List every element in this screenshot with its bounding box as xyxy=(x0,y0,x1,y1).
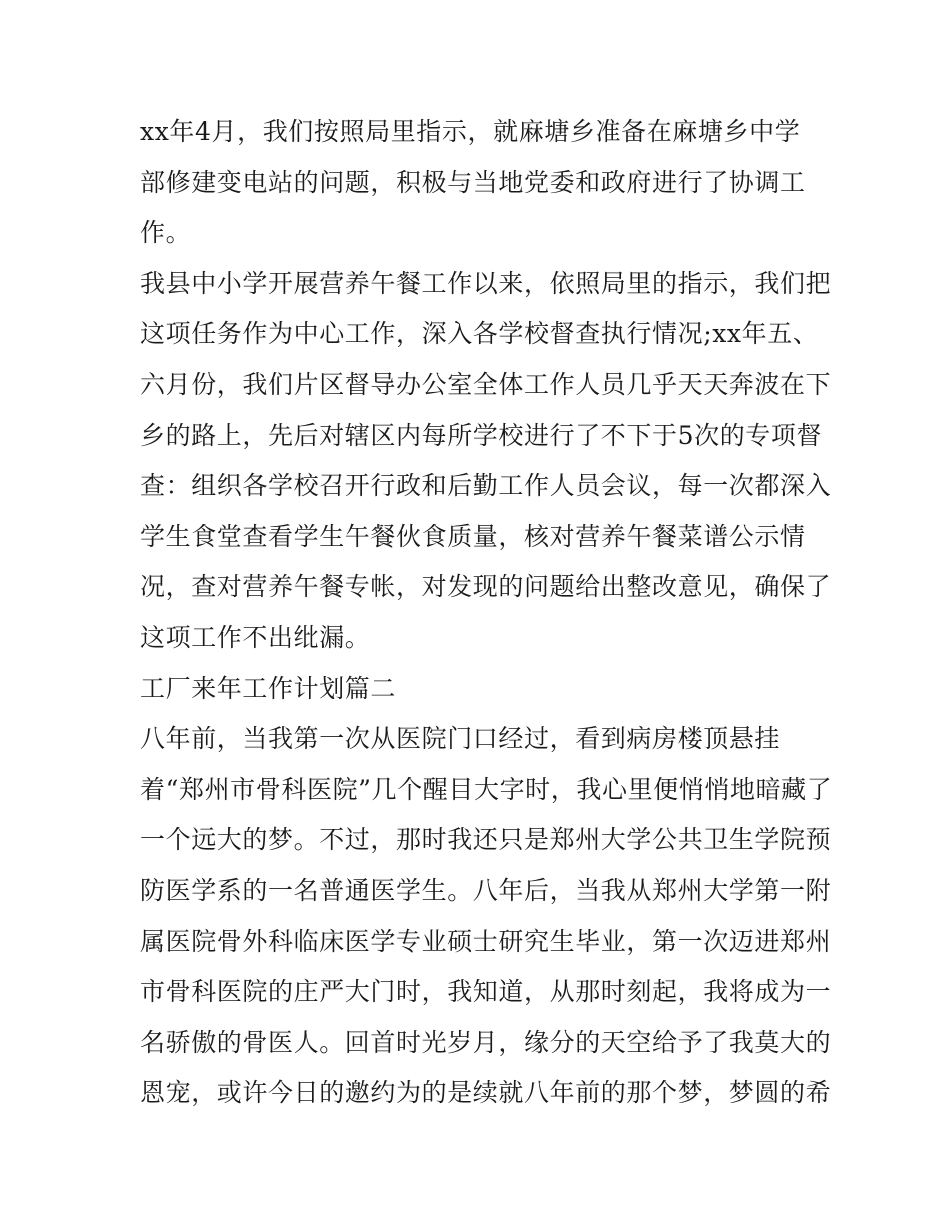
text-line: 八年前，当我第一次从医院门口经过，看到病房楼顶悬挂 xyxy=(140,724,781,754)
text-line: 属医院骨外科临床医学专业硕士研究生毕业，第一次迈进郑州 xyxy=(140,926,832,956)
text-line: 这项工作不出纰漏。 xyxy=(140,622,371,652)
text-line: 作。 xyxy=(140,218,192,248)
text-line: 部修建变电站的问题，积极与当地党委和政府进行了协调工 xyxy=(140,167,806,197)
text-line: 恩宠，或许今日的邀约为的是续就八年前的那个梦，梦圆的希 xyxy=(140,1078,832,1108)
text-line: 六月份，我们片区督导办公室全体工作人员几乎天天奔波在下 xyxy=(140,369,832,399)
text-line: 学生食堂查看学生午餐伙食质量，核对营养午餐菜谱公示情 xyxy=(140,521,806,551)
text-line: xx年4月，我们按照局里指示，就麻塘乡准备在麻塘乡中学 xyxy=(140,117,801,146)
text-line: 一个远大的梦。不过，那时我还只是郑州大学公共卫生学院预 xyxy=(140,825,832,855)
document-body xyxy=(140,107,833,1119)
text-line: 这项任务作为中心工作，深入各学校督查执行情况;xx年五、 xyxy=(140,319,819,349)
text-line: 乡的路上，先后对辖区内每所学校进行了不下于5次的专项督 xyxy=(140,420,823,450)
text-line: 我县中小学开展营养午餐工作以来，依照局里的指示，我们把 xyxy=(140,268,832,298)
text-line: 查：组织各学校召开行政和后勤工作人员会议，每一次都深入 xyxy=(140,471,832,501)
text-line: 况，查对营养午餐专帐，对发现的问题给出整改意见，确保了 xyxy=(140,572,832,602)
text-line: 市骨科医院的庄严大门时，我知道，从那时刻起，我将成为一 xyxy=(140,977,832,1007)
section-heading: 工厂来年工作计划篇二 xyxy=(140,673,397,703)
text-line: 防医学系的一名普通医学生。八年后，当我从郑州大学第一附 xyxy=(140,875,832,905)
text-line: 着“郑州市骨科医院”几个醒目大字时，我心里便悄悄地暗藏了 xyxy=(140,774,833,804)
text-line: 名骄傲的骨医人。回首时光岁月，缘分的天空给予了我莫大的 xyxy=(140,1027,832,1057)
